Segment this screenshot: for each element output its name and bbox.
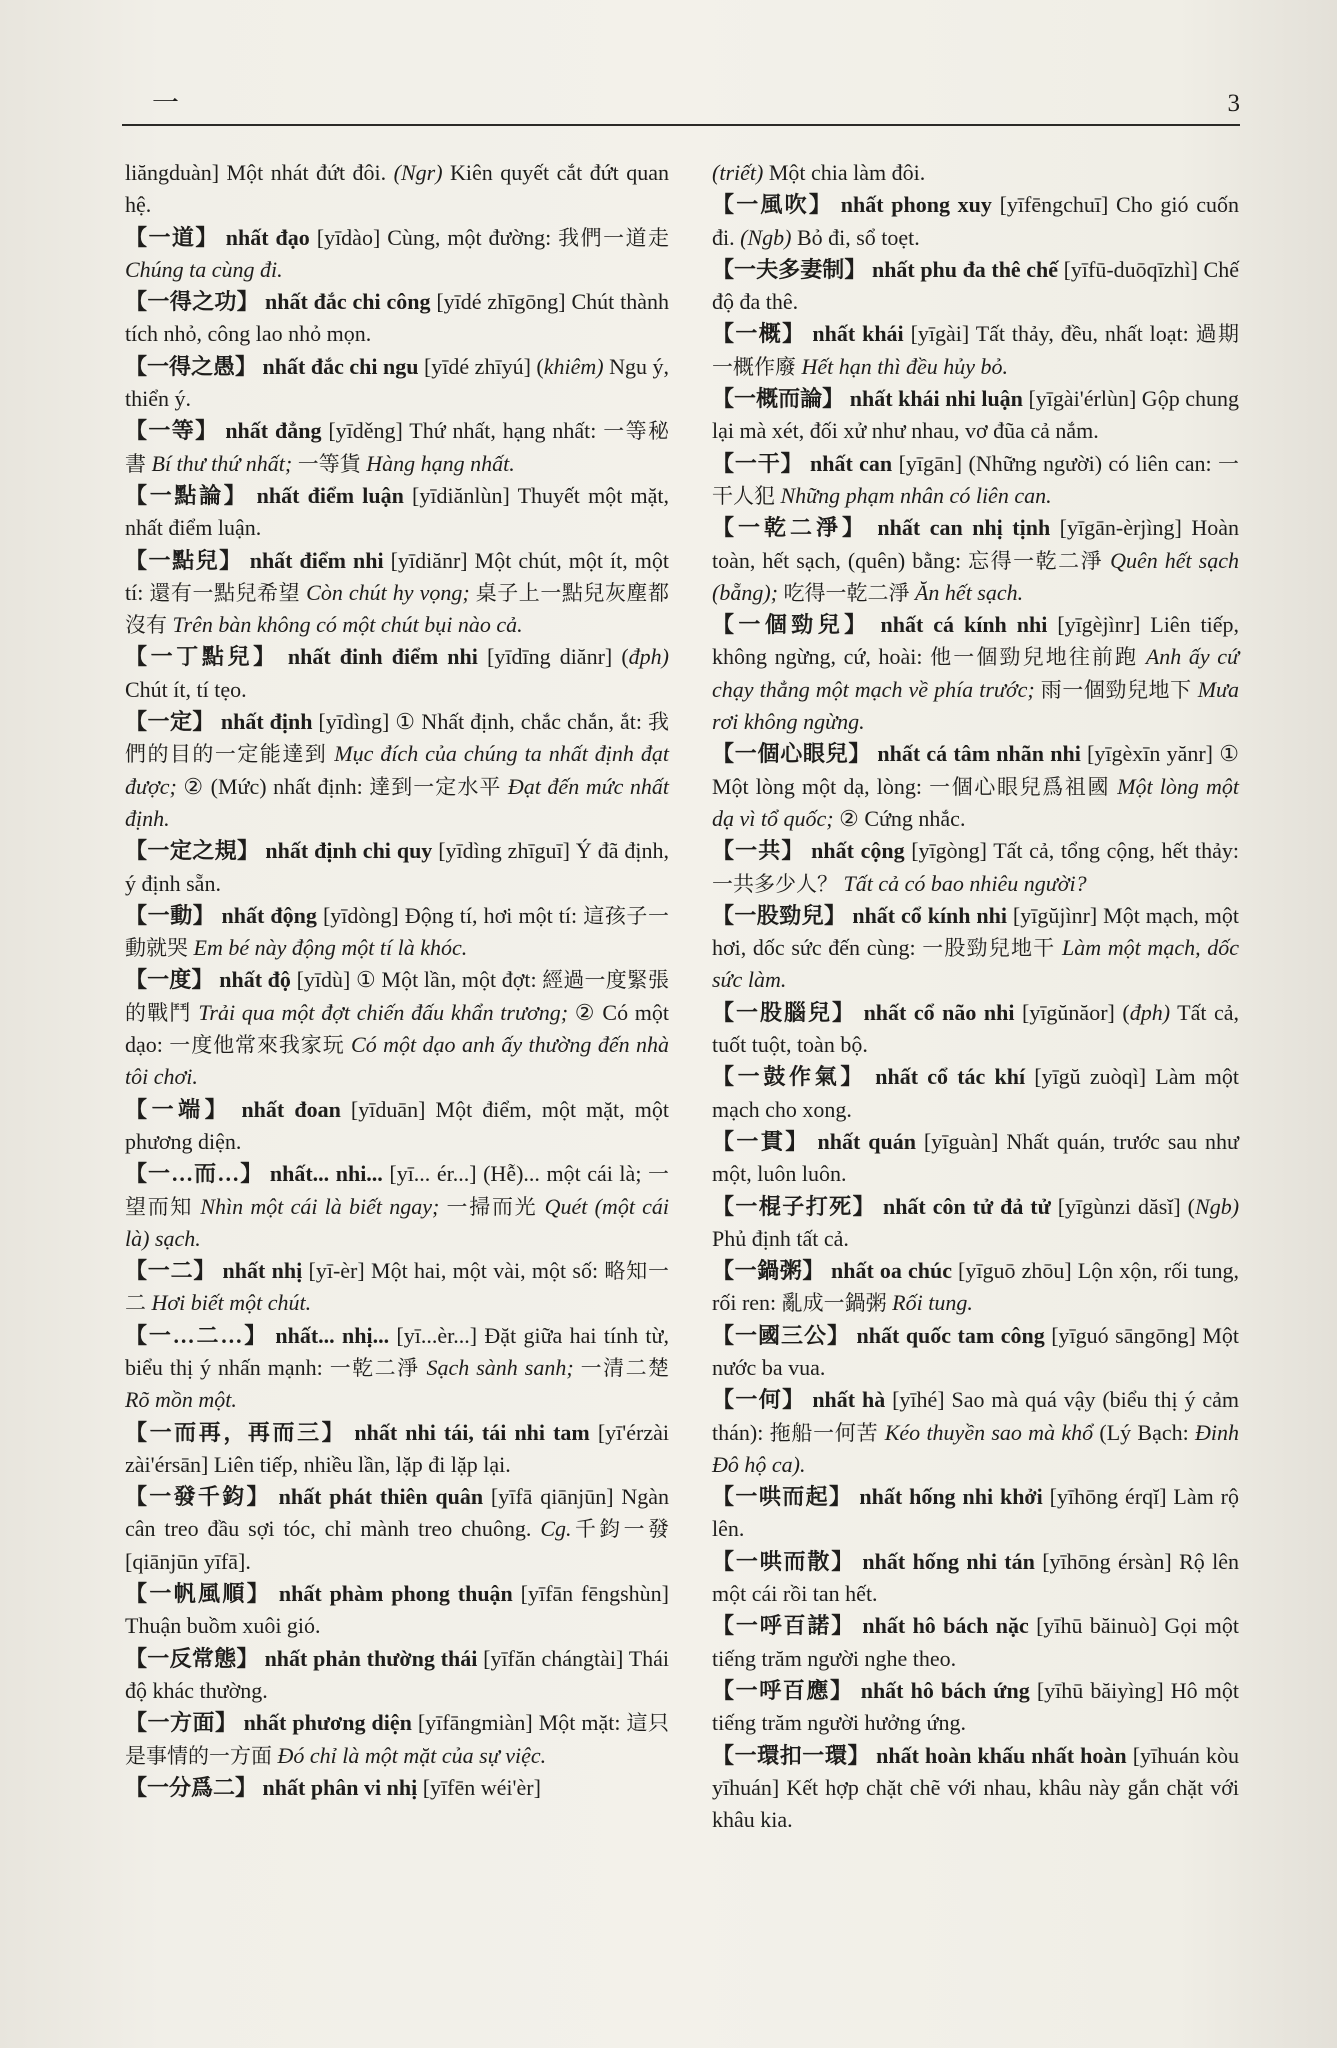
headword-reading: nhất phương diện bbox=[237, 1710, 412, 1736]
headword-reading: nhất hống nhi tán bbox=[855, 1548, 1035, 1574]
headword-reading: nhất oa chúc bbox=[824, 1258, 952, 1284]
headword-reading: nhất độ bbox=[213, 967, 291, 993]
chinese-example: 一掃而光 bbox=[446, 1194, 538, 1219]
headword-chinese: 【一發千鈞】 bbox=[125, 1484, 271, 1510]
italic-text: Nhìn một cái là biết ngay; bbox=[200, 1193, 440, 1219]
dictionary-entry bbox=[712, 512, 1239, 609]
dictionary-entry bbox=[125, 964, 669, 1093]
dictionary-entry bbox=[712, 738, 1239, 835]
headword-chinese: 【一方面】 bbox=[125, 1710, 238, 1736]
headword-reading: nhất hô bách ứng bbox=[853, 1677, 1030, 1703]
chinese-example: 過期一概作廢 bbox=[712, 322, 1239, 379]
chinese-example: 我們一道走 bbox=[558, 225, 669, 250]
headword-chinese: 【一而再，再而三】 bbox=[125, 1419, 347, 1445]
headword-chinese: 【一股腦兒】 bbox=[712, 999, 857, 1025]
definition-text: [yīdù] ① Một lần, một đợt: bbox=[290, 967, 543, 993]
page-number: 3 bbox=[1227, 90, 1240, 117]
headword-chinese: 【一得之功】 bbox=[125, 289, 260, 315]
dictionary-entry bbox=[712, 609, 1239, 738]
dictionary-entry bbox=[712, 1675, 1239, 1740]
chinese-example: 拖船一何苦 bbox=[769, 1420, 879, 1445]
headword-chinese: 【一棍子打死】 bbox=[712, 1193, 877, 1219]
italic-text: Hết hạn thì đều hủy bỏ. bbox=[801, 353, 1009, 379]
headword-chinese: 【一端】 bbox=[125, 1096, 232, 1122]
headword-chinese: 【一帆風順】 bbox=[125, 1581, 272, 1607]
definition-text: [yīdé zhīgōng] Chút thành tích nhỏ, công lao nhỏ mọn. bbox=[125, 289, 669, 347]
italic-text: Sạch sành sanh; bbox=[426, 1354, 574, 1380]
chinese-example: 一乾二淨 bbox=[329, 1355, 420, 1380]
definition-text: [yīfēngchuī] Cho gió cuốn đi. bbox=[712, 192, 1239, 250]
headword-reading: nhất hô bách nặc bbox=[855, 1613, 1029, 1639]
headword-reading: nhất đẳng bbox=[218, 418, 322, 444]
definition-text: [yīdiănlùn] Thuyết một mặt, nhất điểm luận. bbox=[125, 482, 669, 541]
dictionary-entry bbox=[125, 1320, 669, 1417]
definition-text: liăngduàn] Một nhát đứt đôi. bbox=[125, 160, 394, 185]
definition-text: [yīdìng] ① Nhất định, chắc chắn, ắt: bbox=[312, 709, 648, 735]
definition-text: [yīhé] Sao mà quá vậy (biểu thị ý cảm thán): bbox=[712, 1387, 1239, 1445]
right-column bbox=[712, 157, 1239, 1836]
headword-reading: nhất cá tâm nhãn nhi bbox=[871, 741, 1081, 767]
dictionary-entry bbox=[712, 1320, 1239, 1385]
headword-chinese: 【一環扣一環】 bbox=[712, 1742, 871, 1768]
dictionary-entry bbox=[712, 900, 1239, 997]
headword-chinese: 【一鍋粥】 bbox=[712, 1258, 825, 1284]
dictionary-entry bbox=[712, 1740, 1239, 1837]
headword-chinese: 【一股勁兒】 bbox=[712, 902, 847, 928]
chinese-example: 一等秘書 bbox=[125, 419, 669, 476]
chinese-example: 忘得一乾二淨 bbox=[968, 548, 1104, 573]
dictionary-entry bbox=[125, 286, 669, 351]
definition-text: [yīdào] Cùng, một đường: bbox=[309, 224, 559, 250]
italic-text: (Ngr) bbox=[393, 160, 443, 185]
definition-text: [yīgŭ zuòqì] Làm một mạch cho xong. bbox=[712, 1064, 1239, 1122]
dictionary-entry bbox=[125, 900, 669, 965]
headword-chinese: 【一…而…】 bbox=[125, 1161, 264, 1187]
italic-text: (Ngb) bbox=[740, 224, 792, 250]
dictionary-entry bbox=[712, 1061, 1239, 1126]
headword-chinese: 【一定】 bbox=[125, 709, 215, 735]
definition-text: [yīdé zhīyú] ( bbox=[418, 353, 544, 379]
chinese-example: 一清二楚 bbox=[580, 1355, 670, 1380]
chinese-example: 雨一個勁兒地下 bbox=[1040, 677, 1192, 702]
dictionary-entry bbox=[125, 351, 669, 416]
headword-reading: nhất định bbox=[214, 709, 313, 735]
dictionary-entry bbox=[125, 1417, 669, 1482]
definition-text: [yīdīng diănr] ( bbox=[477, 644, 629, 670]
definition-text: [yīdiănr] Một chút, một ít, một tí: bbox=[125, 547, 669, 605]
chinese-example: 達到一定水平 bbox=[369, 774, 502, 799]
italic-text: Hơi biết một chút. bbox=[151, 1290, 312, 1316]
headword-chinese: 【一個勁兒】 bbox=[712, 612, 871, 638]
definition-text: [yīgòng] Tất cả, tổng cộng, hết thảy: bbox=[904, 838, 1239, 864]
dictionary-entry bbox=[712, 318, 1239, 383]
italic-text: Chúng ta cùng đi. bbox=[125, 256, 283, 282]
definition-text: [yīfēn wéi'èr] bbox=[417, 1774, 541, 1800]
dictionary-entry bbox=[712, 997, 1239, 1062]
definition-text: Chút ít, tí tẹo. bbox=[125, 676, 247, 702]
chinese-example: 千鈞一發 bbox=[571, 1517, 670, 1542]
italic-text: Đó chỉ là một mặt của sự việc. bbox=[277, 1742, 547, 1768]
italic-text: Mưa rơi không ngừng. bbox=[712, 676, 1240, 735]
definition-text: [yīfāngmiàn] Một mặt: bbox=[411, 1710, 627, 1736]
dictionary-entry bbox=[125, 1643, 669, 1708]
definition-text: (Lý Bạch: bbox=[1093, 1419, 1195, 1445]
headword-reading: nhất cổ não nhi bbox=[856, 999, 1015, 1025]
chinese-example: 經過一度緊張的戰鬥 bbox=[125, 968, 669, 1025]
headword-chinese: 【一定之規】 bbox=[125, 838, 260, 864]
headword-chinese: 【一得之愚】 bbox=[125, 353, 258, 379]
page-header bbox=[122, 86, 1240, 126]
headword-reading: nhất phàm phong thuận bbox=[271, 1581, 513, 1607]
chinese-example: 我們的目的一定能達到 bbox=[125, 710, 669, 767]
dictionary-entry bbox=[712, 383, 1239, 448]
chinese-example: 亂成一鍋粥 bbox=[781, 1291, 887, 1316]
chinese-example: 這孩子一動就哭 bbox=[125, 903, 670, 961]
dictionary-entry bbox=[712, 189, 1239, 254]
dictionary-entry bbox=[125, 1707, 669, 1772]
headword-chinese: 【一個心眼兒】 bbox=[712, 741, 872, 767]
definition-text: [yīguō zhōu] Lộn xộn, rối tung, rối ren: bbox=[712, 1258, 1239, 1316]
chinese-example: 吃得一乾二淨 bbox=[783, 580, 910, 605]
dictionary-entry bbox=[712, 835, 1239, 900]
headword-chinese: 【一反常態】 bbox=[125, 1645, 259, 1671]
italic-text: (triết) bbox=[712, 160, 764, 185]
headword-reading: nhất nhị bbox=[216, 1258, 303, 1284]
dictionary-entry bbox=[125, 1094, 669, 1159]
headword-reading: nhất... nhi... bbox=[263, 1161, 383, 1187]
headword-chinese: 【一動】 bbox=[125, 902, 216, 928]
definition-text bbox=[537, 1194, 544, 1219]
italic-text: Một lòng một dạ vì tổ quốc; bbox=[712, 773, 1239, 831]
headword-reading: nhất... nhị... bbox=[268, 1322, 390, 1348]
definition-text: Tất cả, tuốt tuột, toàn bộ. bbox=[712, 999, 1239, 1058]
italic-text: Rối tung. bbox=[892, 1290, 973, 1316]
headword-reading: nhất cổ tác khí bbox=[866, 1064, 1026, 1090]
headword-reading: nhất côn tử đả tử bbox=[876, 1193, 1051, 1219]
headword-reading: nhất can nhị tịnh bbox=[867, 515, 1051, 541]
headword-reading: nhất điểm luận bbox=[248, 482, 404, 508]
definition-text: [yīfān fēngshùn] Thuận buồm xuôi gió. bbox=[125, 1581, 669, 1639]
italic-text: Còn chút hy vọng; bbox=[306, 579, 470, 605]
italic-text: Tất cả có bao nhiêu người? bbox=[843, 870, 1087, 896]
definition-text: [yī-èr] Một hai, một vài, một số: bbox=[302, 1258, 605, 1284]
dictionary-entry bbox=[125, 415, 669, 480]
dictionary-entry bbox=[125, 222, 669, 287]
definition-text bbox=[1138, 644, 1146, 669]
definition-text bbox=[439, 1194, 446, 1219]
headword-reading: nhất đinh điểm nhi bbox=[278, 644, 478, 670]
definition-text: [yī'érzài zài'érsān] Liên tiếp, nhiều lần, lặp đi lặp lại. bbox=[125, 1419, 669, 1477]
definition-text: Kiên quyết cắt đứt quan hệ. bbox=[125, 160, 669, 218]
definition-text: [yīhuán kòu yīhuán] Kết hợp chặt chẽ với nhau, khâu này gắn chặt với khâu kia. bbox=[712, 1742, 1240, 1833]
italic-text: Em bé này động một tí là khóc. bbox=[193, 935, 468, 961]
chinese-example: 他一個勁兒地往前跑 bbox=[930, 645, 1139, 670]
italic-text: Bí thư thứ nhất; bbox=[151, 450, 293, 476]
dictionary-entry bbox=[712, 1191, 1239, 1256]
headword-chinese: 【一呼百應】 bbox=[712, 1677, 854, 1703]
italic-text: Rõ mồn một. bbox=[125, 1387, 237, 1413]
dictionary-entry bbox=[712, 1610, 1239, 1675]
headword-chinese: 【一道】 bbox=[125, 224, 219, 250]
headword-reading: nhất quốc tam công bbox=[850, 1322, 1045, 1348]
dictionary-entry bbox=[125, 480, 669, 545]
headword-chinese: 【一國三公】 bbox=[712, 1322, 851, 1348]
headword-reading: nhất điểm nhi bbox=[242, 547, 384, 573]
headword-reading: nhất đắc chi công bbox=[259, 289, 431, 315]
italic-text: Có một dạo anh ấy thường đến nhà tôi chơi. bbox=[125, 1032, 670, 1090]
headword-reading: nhất cổ kính nhi bbox=[846, 902, 1008, 928]
headword-reading: nhất phát thiên quân bbox=[270, 1484, 484, 1510]
chinese-example: 一共多少人？ bbox=[712, 871, 838, 896]
italic-text: Cg. bbox=[540, 1516, 572, 1542]
definition-text: [yīgŭnăor] ( bbox=[1014, 999, 1130, 1025]
definition-text: [yīguó sāngōng] Một nước ba vua. bbox=[712, 1322, 1239, 1380]
definition-text: [yīhōng érsàn] Rộ lên một cái rồi tan hết. bbox=[712, 1548, 1239, 1607]
definition-text: [yīdòng] Động tí, hơi một tí: bbox=[316, 902, 584, 928]
italic-text: Kéo thuyền sao mà khổ bbox=[884, 1419, 1094, 1445]
definition-text bbox=[420, 1355, 427, 1380]
dictionary-entry bbox=[712, 1255, 1239, 1320]
headword-chinese: 【一夫多妻制】 bbox=[712, 256, 867, 282]
headword-chinese: 【一點論】 bbox=[125, 482, 249, 508]
dictionary-entry bbox=[125, 1772, 669, 1804]
headword-reading: nhất đạo bbox=[218, 224, 310, 250]
headword-reading: nhất định chi quy bbox=[259, 838, 433, 864]
definition-text: [yīgèjìnr] Liên tiếp, không ngừng, cứ, hoài: bbox=[712, 612, 1239, 670]
headword-reading: nhất đoan bbox=[231, 1096, 341, 1122]
definition-text: [yīgŭjìnr] Một mạch, một hơi, dốc sức đến cùng: bbox=[712, 902, 1240, 961]
definition-text: Một chia làm đôi. bbox=[763, 160, 926, 185]
definition-text: [yīfū-duōqīzhì] Chế độ đa thê. bbox=[712, 256, 1239, 315]
definition-text: [qiānjūn yīfā]. bbox=[125, 1548, 251, 1574]
definition-text: [yīděng] Thứ nhất, hạng nhất: bbox=[321, 418, 604, 444]
definition-text: [yī... ér...] (Hễ)... một cái là; bbox=[382, 1161, 648, 1187]
headword-chinese: 【一乾二淨】 bbox=[712, 515, 868, 541]
dictionary-entry bbox=[125, 706, 669, 835]
dictionary-entry bbox=[125, 1481, 669, 1578]
definition-text: ② (Mức) nhất định: bbox=[176, 773, 370, 799]
section-mark: 一 bbox=[152, 88, 179, 118]
italic-text: Trải qua một đợt chiến đấu khẩn trương; bbox=[198, 999, 569, 1025]
headword-chinese: 【一二】 bbox=[125, 1258, 217, 1284]
headword-chinese: 【一點兒】 bbox=[125, 547, 243, 573]
headword-reading: nhất hoàn khấu nhất hoàn bbox=[870, 1742, 1127, 1768]
dictionary-entry bbox=[125, 641, 669, 706]
headword-reading: nhất đắc chi ngu bbox=[257, 353, 419, 379]
italic-text: Đạt đến mức nhất định. bbox=[125, 773, 670, 831]
dictionary-entry bbox=[712, 254, 1239, 319]
italic-text: Anh ấy cứ chạy thẳng một mạch về phía trước; bbox=[712, 644, 1240, 702]
headword-reading: nhất can bbox=[803, 450, 893, 476]
italic-text: Đinh Đô hộ ca). bbox=[712, 1419, 1239, 1477]
headword-chinese: 【一分爲二】 bbox=[125, 1774, 258, 1800]
italic-text: đph) bbox=[1129, 999, 1171, 1025]
definition-text: [yīgài'érlùn] Gộp chung lại mà xét, đối xử như nhau, vơ đũa cả nắm. bbox=[712, 386, 1239, 444]
italic-text: Làm một mạch, dốc sức làm. bbox=[712, 935, 1240, 993]
headword-reading: nhất nhi tái, tái nhi tam bbox=[346, 1419, 590, 1445]
headword-reading: nhất cộng bbox=[804, 838, 905, 864]
definition-text: [yīgān-èrjìng] Hoàn toàn, hết sạch, (quên) bằng: bbox=[712, 515, 1239, 573]
italic-text: Những phạm nhân có liên can. bbox=[780, 482, 1052, 508]
dictionary-entry bbox=[125, 1158, 669, 1255]
definition-text: ② Có một dạo: bbox=[125, 999, 670, 1058]
chinese-example: 一等貨 bbox=[297, 451, 361, 476]
definition-text: Bỏ đi, sổ toẹt. bbox=[791, 224, 920, 250]
headword-reading: nhất cá kính nhi bbox=[870, 612, 1048, 638]
italic-text: Ngb) bbox=[1195, 1193, 1240, 1219]
headword-chinese: 【一度】 bbox=[125, 967, 214, 993]
chinese-example: 一股勁兒地干 bbox=[922, 936, 1056, 961]
headword-chinese: 【一呼百諾】 bbox=[712, 1613, 856, 1639]
chinese-example: 桌子上一點兒灰塵都沒有 bbox=[125, 580, 670, 638]
headword-chinese: 【一貫】 bbox=[712, 1128, 810, 1154]
headword-reading: nhất hà bbox=[805, 1387, 886, 1413]
definition-text: [yīfăn chángtài] Thái độ khác thường. bbox=[125, 1645, 670, 1703]
dictionary-entry bbox=[125, 835, 669, 900]
dictionary-entry bbox=[125, 1255, 669, 1320]
headword-reading: nhất động bbox=[215, 902, 317, 928]
chinese-example: 一干人犯 bbox=[712, 451, 1239, 508]
dictionary-entry bbox=[712, 157, 1239, 189]
headword-chinese: 【一共】 bbox=[712, 838, 805, 864]
definition-text bbox=[574, 1355, 581, 1380]
definition-text: [yīgān] (Những người) có liên can: bbox=[892, 450, 1218, 476]
italic-text: Ăn hết sạch. bbox=[914, 579, 1024, 605]
dictionary-entry bbox=[712, 1546, 1239, 1611]
italic-text: Quên hết sạch (bẵng); bbox=[712, 547, 1239, 605]
headword-chinese: 【一丁點兒】 bbox=[125, 644, 279, 670]
headword-reading: nhất khái bbox=[805, 321, 904, 347]
definition-text: [yī...èr...] Đặt giữa hai tính từ, biểu thị ý nhấn mạnh: bbox=[125, 1322, 669, 1380]
headword-chinese: 【一概】 bbox=[712, 321, 806, 347]
definition-text: [yīdìng zhīguī] Ý đã định, ý định sẵn. bbox=[125, 838, 669, 896]
definition-text: [yīduān] Một điểm, một mặt, một phương diện. bbox=[125, 1096, 669, 1154]
definition-text: Phủ định tất cả. bbox=[712, 1225, 849, 1251]
dictionary-entry bbox=[125, 1578, 669, 1643]
headword-chinese: 【一哄而散】 bbox=[712, 1548, 856, 1574]
definition-text: [yīfā qiānjūn] Ngàn cân treo đầu sợi tóc, chỉ mành treo chuông. bbox=[125, 1484, 669, 1542]
italic-text: Mục đích của chúng ta nhất định đạt được; bbox=[125, 741, 670, 799]
chinese-example: 還有一點兒希望 bbox=[149, 580, 301, 605]
dictionary-entry bbox=[712, 448, 1239, 513]
definition-text: ② Cứng nhắc. bbox=[833, 805, 966, 831]
headword-reading: nhất phản thường thái bbox=[258, 1645, 478, 1671]
headword-reading: nhất phân vi nhị bbox=[257, 1774, 418, 1800]
headword-reading: nhất khái nhi luận bbox=[844, 386, 1023, 412]
definition-text: [yīgùnzi dăsĭ] ( bbox=[1050, 1193, 1196, 1219]
chinese-example: 略知一二 bbox=[125, 1259, 669, 1316]
headword-chinese: 【一干】 bbox=[712, 450, 804, 476]
chinese-example: 這只是事情的一方面 bbox=[125, 1711, 670, 1768]
headword-chinese: 【一鼓作氣】 bbox=[712, 1064, 867, 1090]
headword-chinese: 【一等】 bbox=[125, 418, 219, 444]
definition-text: [yīhōng érqĭ] Làm rộ lên. bbox=[712, 1484, 1239, 1542]
headword-chinese: 【一概而論】 bbox=[712, 386, 845, 412]
definition-text: [yīgèxīn yănr] ① Một lòng một dạ, lòng: bbox=[712, 741, 1239, 799]
headword-chinese: 【一哄而起】 bbox=[712, 1484, 853, 1510]
dictionary-entry bbox=[712, 1481, 1239, 1546]
dictionary-entry bbox=[712, 1384, 1239, 1481]
headword-chinese: 【一何】 bbox=[712, 1387, 806, 1413]
headword-reading: nhất hống nhi khởi bbox=[852, 1484, 1043, 1510]
dictionary-entry bbox=[125, 545, 669, 642]
headword-chinese: 【一風吹】 bbox=[712, 192, 834, 218]
chinese-example: 一望而知 bbox=[125, 1162, 669, 1219]
definition-text: [yīguàn] Nhất quán, trước sau như một, luôn luôn. bbox=[712, 1128, 1239, 1187]
headword-reading: nhất phong xuy bbox=[833, 192, 992, 218]
italic-text: Hàng hạng nhất. bbox=[366, 450, 515, 476]
headword-reading: nhất quán bbox=[809, 1128, 916, 1154]
chinese-example: 一個心眼兒爲祖國 bbox=[929, 774, 1111, 799]
chinese-example: 一度他常來我家玩 bbox=[169, 1033, 345, 1058]
definition-text bbox=[1055, 935, 1062, 960]
definition-text: [yīhū băinuò] Gọi một tiếng trăm người nghe theo. bbox=[712, 1613, 1239, 1671]
left-column bbox=[125, 157, 669, 1804]
italic-text: Trên bàn không có một chút bụi nào cả. bbox=[172, 612, 523, 638]
dictionary-entry bbox=[712, 1126, 1239, 1191]
italic-text: khiêm) bbox=[543, 353, 604, 379]
headword-chinese: 【一…二…】 bbox=[125, 1322, 269, 1348]
italic-text: đph) bbox=[628, 644, 669, 670]
headword-reading: nhất phu đa thê chế bbox=[866, 256, 1059, 282]
italic-text: Quét (một cái là) sạch. bbox=[125, 1193, 670, 1251]
definition-text: Ngu ý, thiển ý. bbox=[125, 353, 669, 412]
definition-text: [yīgài] Tất thảy, đều, nhất loạt: bbox=[903, 321, 1196, 347]
definition-text: [yīhū băiyìng] Hô một tiếng trăm người hưởng ứng. bbox=[712, 1677, 1239, 1736]
dictionary-entry bbox=[125, 157, 669, 222]
